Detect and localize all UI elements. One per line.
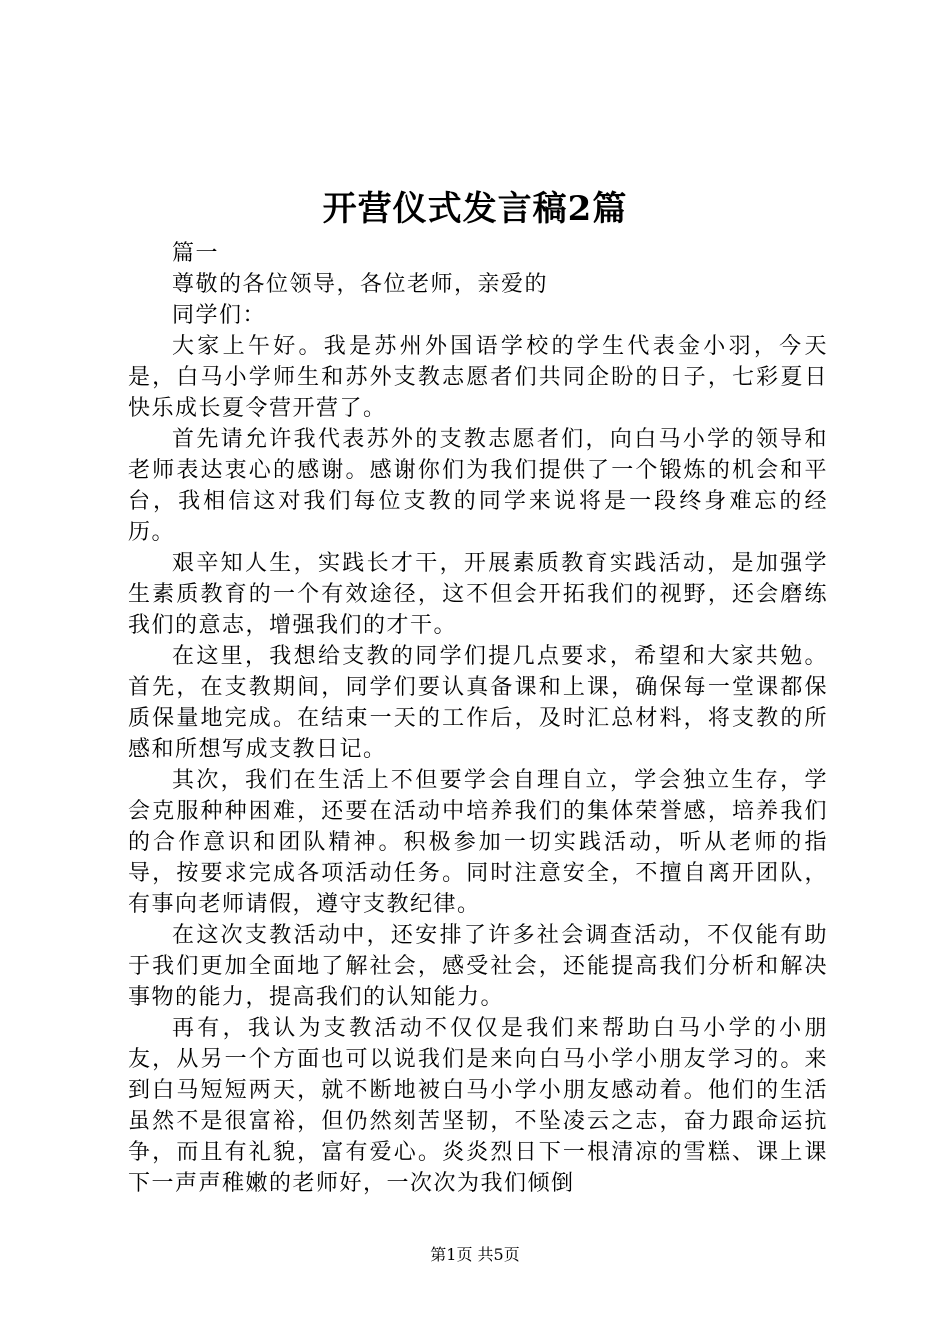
paragraph: 在这次支教活动中，还安排了许多社会调查活动，不仅能有助于我们更加全面地了解社会，感受社会，还能提高我们分析和解决事物的能力，提高我们的认知能力。 <box>128 923 828 1010</box>
paragraph: 艰辛知人生，实践长才干，开展素质教育实践活动，是加强学生素质教育的一个有效途径，这不但会开拓我们的视野，还会磨练我们的意志，增强我们的才干。 <box>128 551 828 638</box>
paragraph: 在这里，我想给支教的同学们提几点要求，希望和大家共勉。首先，在支教期间，同学们要认真备课和上课，确保每一堂课都保质保量地完成。在结束一天的工作后，及时汇总材料，将支教的所感和所想写成支教日记。 <box>128 644 828 762</box>
paragraph: 再有，我认为支教活动不仅仅是我们来帮助白马小学的小朋友，从另一个方面也可以说我们是来向白马小学小朋友学习的。来到白马短短两天，就不断地被白马小学小朋友感动着。他们的生活虽然不是很富裕，但仍然刻苦坚韧，不坠凌云之志，奋力跟命运抗争，而且有礼貌，富有爱心。炎炎烈日下一根清凉的雪糕、课上课下一声声稚嫩的老师好，一次次为我们倾倒 <box>128 1016 828 1196</box>
page-number-footer: 第1页 共5页 <box>430 1245 520 1264</box>
document-title: 开营仪式发言稿2篇 <box>322 189 628 229</box>
paragraph: 首先请允许我代表苏外的支教志愿者们，向白马小学的领导和老师表达衷心的感谢。感谢你们为我们提供了一个锻炼的机会和平台，我相信这对我们每位支教的同学来说将是一段终身难忘的经历。 <box>128 427 828 545</box>
paragraph-heading: 篇一 <box>172 241 220 266</box>
paragraph: 大家上午好。我是苏州外国语学校的学生代表金小羽，今天是，白马小学师生和苏外支教志愿者们共同企盼的日子，七彩夏日快乐成长夏令营开营了。 <box>128 334 828 421</box>
paragraph: 其次，我们在生活上不但要学会自理自立，学会独立生存，学会克服种种困难，还要在活动中培养我们的集体荣誉感，培养我们的合作意识和团队精神。积极参加一切实践活动，听从老师的指导，按要求完成各项活动任务。同时注意安全，不擅自离开团队，有事向老师请假，遵守支教纪律。 <box>128 768 828 917</box>
paragraph-salutation-cont: 同学们： <box>172 303 267 328</box>
paragraph-salutation: 尊敬的各位领导，各位老师，亲爱的 <box>172 272 549 297</box>
document-body <box>128 238 828 1199</box>
